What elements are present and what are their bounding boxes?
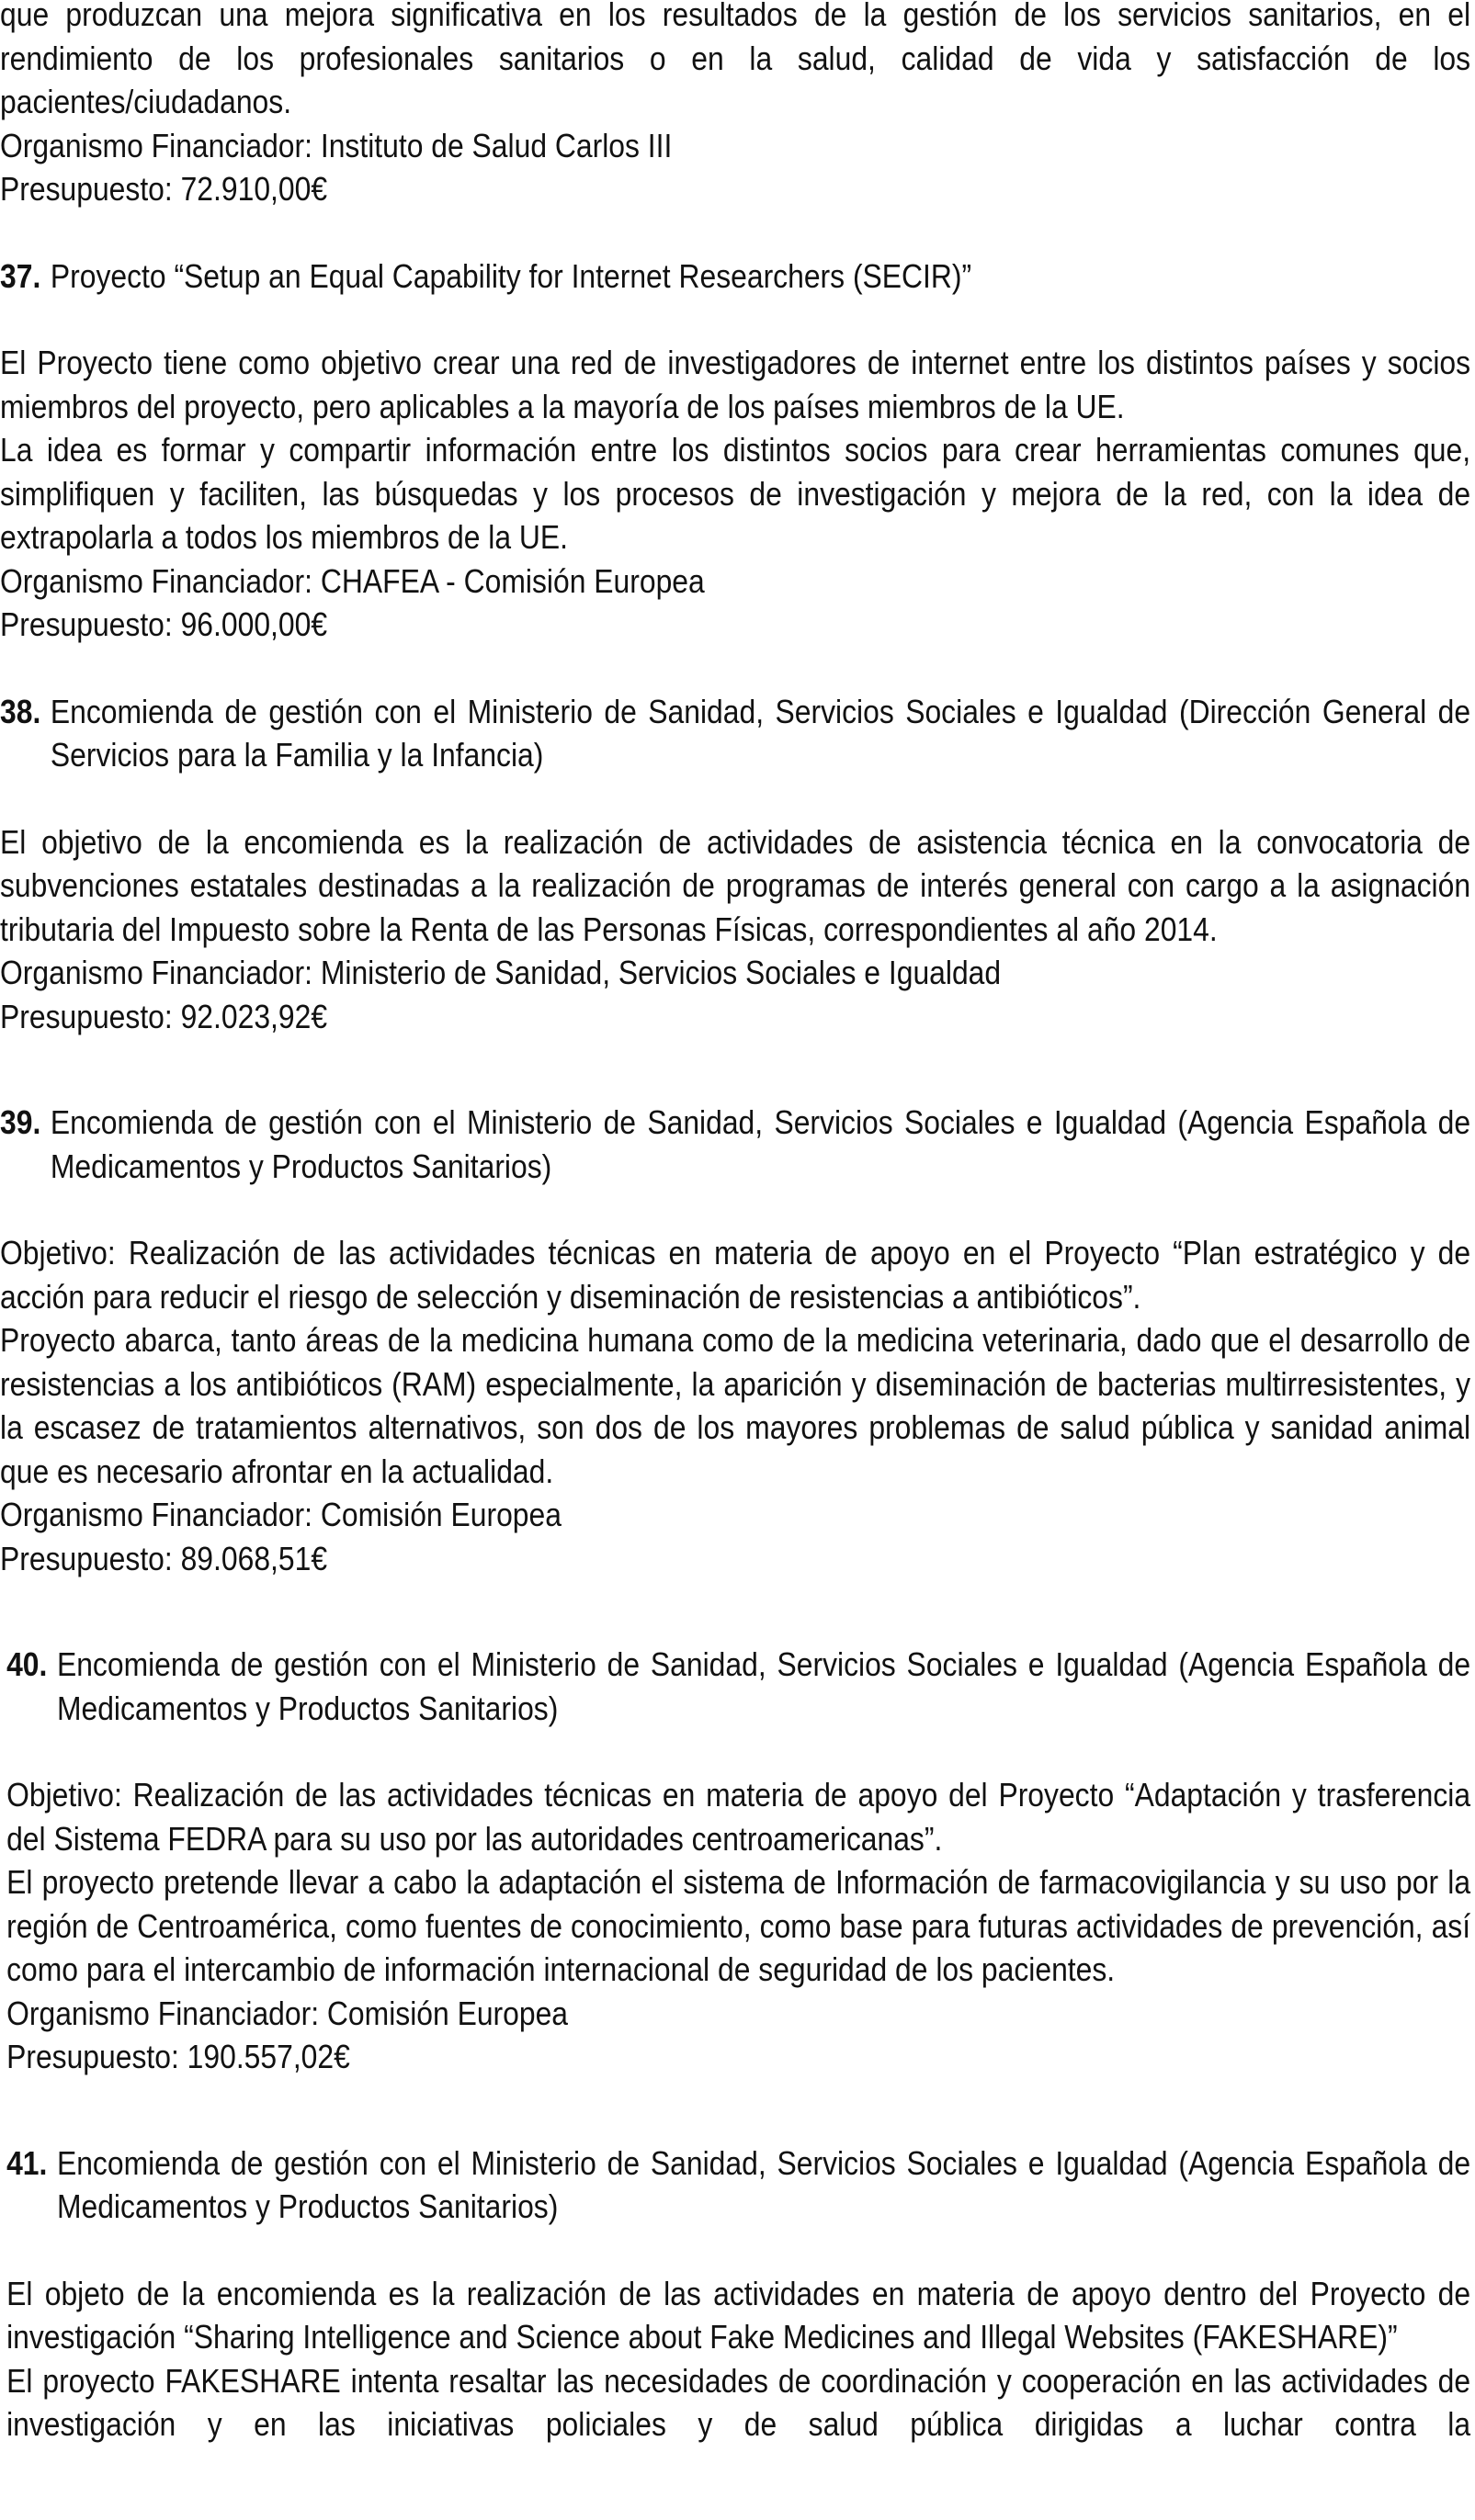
- project-funder: Organismo Financiador: Comisión Europea: [6, 1994, 569, 2032]
- project-41: [0, 2141, 1470, 2447]
- project-paragraph: La idea es formar y compartir información entre los distintos socios para crear herramientas comunes que, simplifiquen y faciliten, las búsquedas y los procesos de investigación y mejora de la red, con la idea de extrapolarla a todos los miembros de la UE.: [0, 431, 1471, 556]
- project-budget: Presupuesto: 190.557,02€: [6, 2038, 350, 2075]
- project-paragraph: El proyecto FAKESHARE intenta resaltar las necesidades de coordinación y cooperación en las actividades de investigación y en las iniciativas policiales y de salud pública dirigidas a luchar contra la: [6, 2361, 1471, 2443]
- project-budget: Presupuesto: 92.023,92€: [0, 997, 328, 1035]
- project-number: 37.: [0, 256, 41, 295]
- project-funder: Organismo Financiador: Ministerio de Sanidad, Servicios Sociales e Igualdad: [0, 954, 1002, 991]
- project-number: 38.: [0, 692, 41, 730]
- project-budget: Presupuesto: 89.068,51€: [0, 1539, 328, 1577]
- project-title: Encomienda de gestión con el Ministerio de Sanidad, Servicios Sociales e Igualdad (Dirección General de Servicios para la Familia y la Infancia): [50, 692, 1471, 774]
- project-funder: Organismo Financiador: CHAFEA - Comisión Europea: [0, 561, 705, 600]
- project-39: [0, 1101, 1470, 1580]
- project-funder: Organismo Financiador: Comisión Europea: [0, 1496, 562, 1533]
- intro-funder: Organismo Financiador: Instituto de Salud Carlos III: [0, 126, 673, 164]
- project-37: [0, 254, 1470, 647]
- project-40: [0, 1643, 1470, 2079]
- project-title: Encomienda de gestión con el Ministerio de Sanidad, Servicios Sociales e Igualdad (Agencia Española de Medicamentos y Productos Sanitarios): [56, 1645, 1471, 1727]
- project-title: Encomienda de gestión con el Ministerio de Sanidad, Servicios Sociales e Igualdad (Agencia Española de Medicamentos y Productos Sanitarios): [50, 1103, 1471, 1185]
- project-number: 40.: [6, 1645, 48, 1683]
- project-title: Encomienda de gestión con el Ministerio de Sanidad, Servicios Sociales e Igualdad (Agencia Española de Medicamentos y Productos Sanitarios): [56, 2143, 1471, 2225]
- project-heading: [6, 1643, 1470, 1730]
- project-title: Proyecto “Setup an Equal Capability for Internet Researchers (SECIR)”: [50, 256, 972, 295]
- project-heading: [0, 254, 1470, 299]
- project-paragraph: El objetivo de la encomienda es la realización de actividades de asistencia técnica en la convocatoria de subvenciones estatales destinadas a la realización de programas de interés general con cargo a la asignación tributaria del Impuesto sobre la Renta de las Personas Físicas, correspondientes al año 2014.: [0, 822, 1471, 948]
- project-paragraph: Objetivo: Realización de las actividades técnicas en materia de apoyo en el Proyecto “Plan estratégico y de acción para reducir el riesgo de selección y diseminación de resistencias a antibióticos”.: [0, 1234, 1471, 1316]
- project-paragraph: El proyecto pretende llevar a cabo la adaptación el sistema de Información de farmacovigilancia y su uso por la región de Centroamérica, como fuentes de conocimiento, como base para futuras actividades de prevención, así como para el intercambio de información internacional de seguridad de los pacientes.: [6, 1863, 1471, 1988]
- project-heading: [0, 1101, 1470, 1188]
- project-paragraph: Proyecto abarca, tanto áreas de la medicina humana como de la medicina veterinaria, dado que el desarrollo de resistencias a los antibióticos (RAM) especialmente, la aparición y diseminación de bacterias multirresistentes, y la escasez de tratamientos alternativos, son dos de los mayores problemas de salud pública y sanidad animal que es necesario afrontar en la actualidad.: [0, 1321, 1471, 1490]
- intro-budget: Presupuesto: 72.910,00€: [0, 170, 328, 208]
- project-paragraph: El objeto de la encomienda es la realización de las actividades en materia de apoyo dentro del Proyecto de investigación “Sharing Intelligence and Science about Fake Medicines and Illegal Websites (FAKESHARE)”: [6, 2274, 1471, 2356]
- project-number: 41.: [6, 2143, 48, 2182]
- intro-paragraph: que produzcan una mejora significativa en los resultados de la gestión de los servicios sanitarios, en el rendimiento de los profesionales sanitarios o en la salud, calidad de vida y satisfacción de los pacientes/ciudadanos.: [0, 0, 1471, 120]
- project-paragraph: El Proyecto tiene como objetivo crear una red de investigadores de internet entre los distintos países y socios miembros del proyecto, pero aplicables a la mayoría de los países miembros de la UE.: [0, 344, 1471, 425]
- project-heading: [0, 690, 1470, 777]
- project-heading: [6, 2141, 1470, 2229]
- project-budget: Presupuesto: 96.000,00€: [0, 605, 328, 643]
- project-38: [0, 690, 1470, 1039]
- project-paragraph: Objetivo: Realización de las actividades técnicas en materia de apoyo del Proyecto “Adaptación y trasferencia del Sistema FEDRA para su uso por las autoridades centroamericanas”.: [6, 1776, 1471, 1858]
- project-number: 39.: [0, 1103, 41, 1141]
